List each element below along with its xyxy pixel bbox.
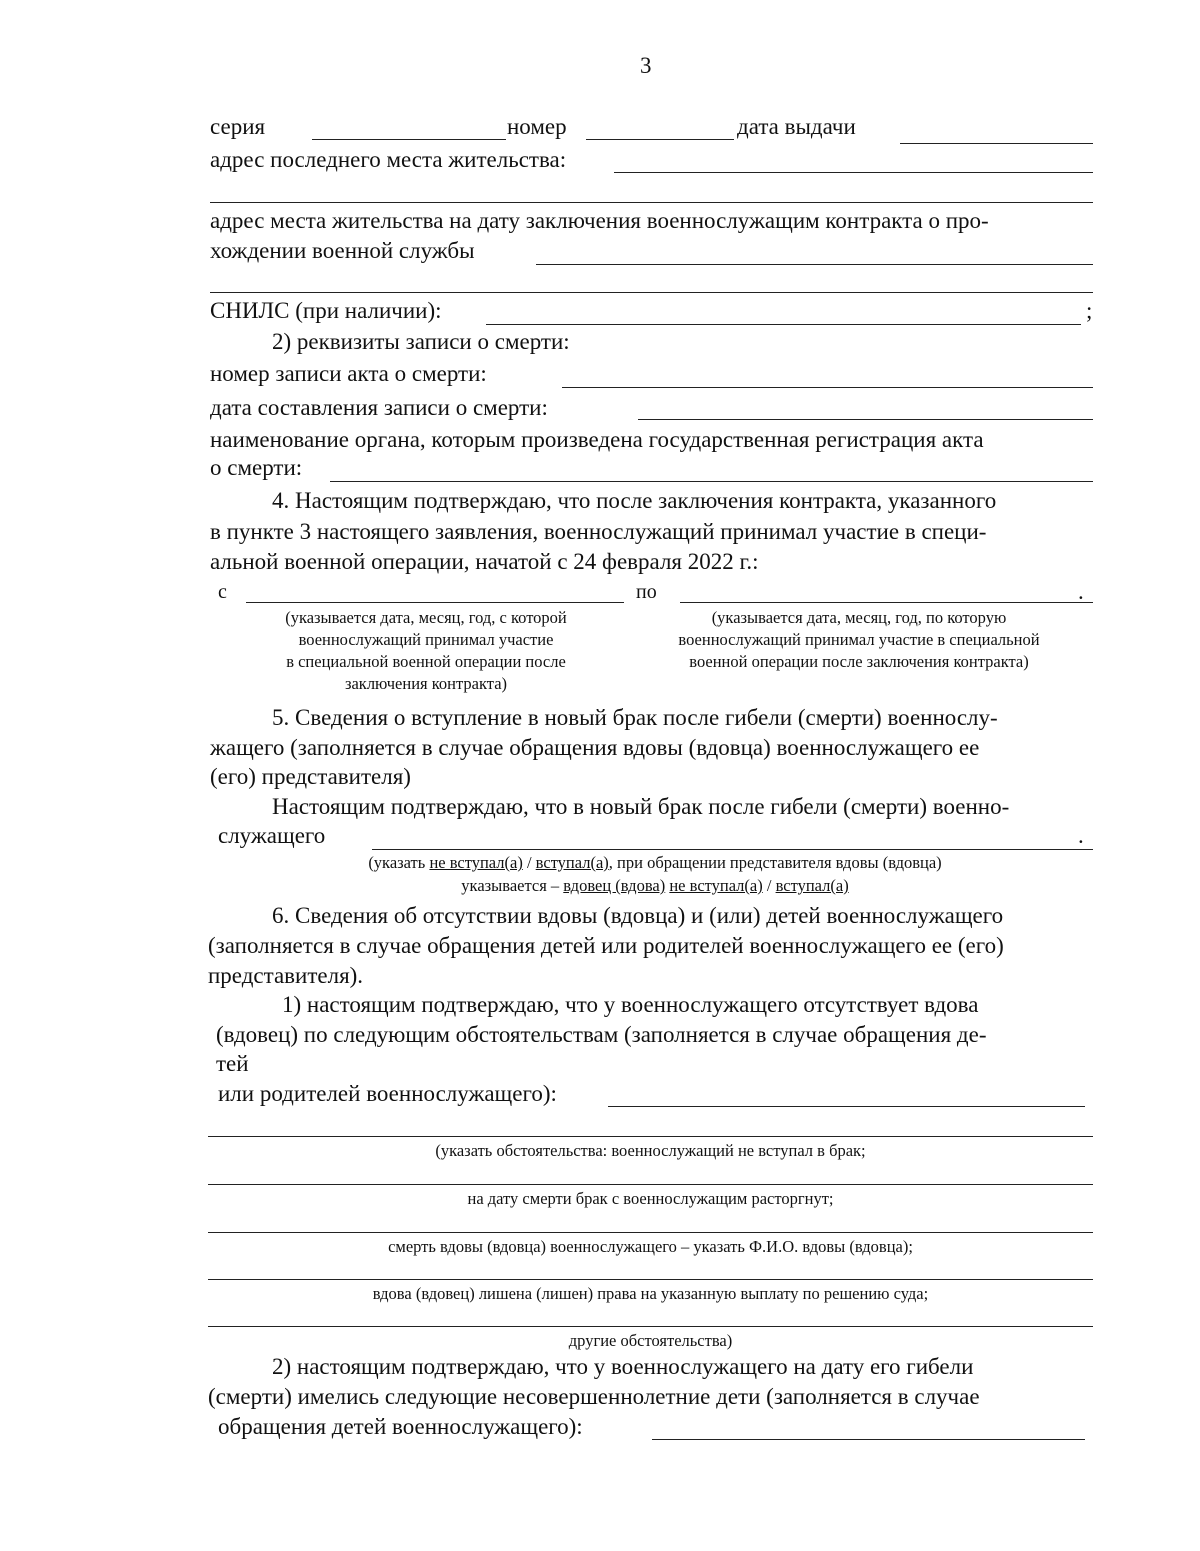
circumstances-hint-4: вдова (вдовец) лишена (лишен) права на указанную выплату по решению суда; bbox=[372, 1284, 929, 1303]
p6-1-line-3: тей bbox=[216, 1051, 249, 1076]
seria-field[interactable] bbox=[312, 139, 506, 140]
period-from-hint-line: военнослужащий принимал участие bbox=[298, 630, 554, 649]
p6-2-line-1: 2) настоящим подтверждаю, что у военнослужащего на дату его гибели bbox=[272, 1354, 974, 1379]
issue-date-field[interactable] bbox=[900, 143, 1093, 144]
p5b-line-2: служащего bbox=[218, 823, 326, 848]
p6-line-2: (заполняется в случае обращения детей или родителей военнослужащего ее (его) bbox=[208, 933, 1004, 958]
period-from-hint-line: в специальной военной операции после bbox=[286, 652, 566, 671]
period-from-hint-line: заключения контракта) bbox=[344, 674, 508, 693]
period-to-field[interactable] bbox=[680, 602, 1093, 603]
p6-2-line-3: обращения детей военнослужащего): bbox=[218, 1414, 583, 1439]
hint-text-underlined: вступал(а) bbox=[535, 853, 609, 872]
hint-text: / bbox=[522, 853, 536, 872]
p6-line-1: 6. Сведения об отсутствии вдовы (вдовца) и (или) детей военнослужащего bbox=[272, 903, 1004, 928]
period-from-field[interactable] bbox=[246, 602, 624, 603]
hint-text-underlined: не вступал(а) bbox=[669, 876, 763, 895]
last-address-label: адрес последнего места жительства: bbox=[210, 147, 567, 172]
p4-line-3: альной военной операции, начатой с 24 февраля 2022 г.: bbox=[210, 549, 759, 574]
circumstances-line-2[interactable] bbox=[208, 1184, 1093, 1185]
circumstances-hint-5: другие обстоятельства) bbox=[568, 1331, 733, 1350]
hint-text: , при обращении представителя вдовы (вдовца) bbox=[608, 853, 942, 872]
last-address-field-2[interactable] bbox=[210, 202, 1093, 203]
marriage-hint-2 bbox=[240, 875, 1070, 897]
snils-label: СНИЛС (при наличии): bbox=[210, 298, 442, 323]
snils-semicolon: ; bbox=[1086, 298, 1093, 323]
hint-text-underlined: не вступал(а) bbox=[429, 853, 523, 872]
death-record-date-field[interactable] bbox=[638, 419, 1093, 420]
circumstances-field[interactable] bbox=[608, 1106, 1085, 1107]
circumstances-line-3[interactable] bbox=[208, 1232, 1093, 1233]
p4-line-1: 4. Настоящим подтверждаю, что после заключения контракта, указанного bbox=[272, 488, 997, 513]
p5-line-1: 5. Сведения о вступление в новый брак после гибели (смерти) военнослу- bbox=[272, 705, 998, 730]
contract-address-field[interactable] bbox=[536, 264, 1093, 265]
period-from-label: с bbox=[218, 581, 227, 603]
period-to-label: по bbox=[636, 581, 657, 603]
death-record-date-label: дата составления записи о смерти: bbox=[210, 395, 548, 420]
p6-line-3: представителя). bbox=[208, 963, 364, 988]
period-to-hint bbox=[632, 607, 1086, 673]
marriage-hint-1 bbox=[240, 852, 1070, 874]
marriage-status-field[interactable] bbox=[372, 849, 1093, 850]
page-number: 3 bbox=[640, 53, 652, 78]
period-dot: . bbox=[1078, 579, 1084, 604]
p5b-line-1: Настоящим подтверждаю, что в новый брак после гибели (смерти) военно- bbox=[272, 794, 1010, 819]
circumstances-hint-2: на дату смерти брак с военнослужащим расторгнут; bbox=[467, 1189, 834, 1208]
contract-address-label: адрес места жительства на дату заключения военнослужащим контракта о про- bbox=[210, 208, 989, 233]
organ-label: наименование органа, которым произведена государственная регистрация акта bbox=[210, 427, 984, 452]
p6-1-line-2: (вдовец) по следующим обстоятельствам (заполняется в случае обращения де- bbox=[216, 1022, 987, 1047]
nomer-label: номер bbox=[507, 114, 567, 139]
hint-text-underlined: вступал(а) bbox=[775, 876, 849, 895]
p6-1-line-4: или родителей военнослужащего): bbox=[218, 1081, 557, 1106]
hint-text: (указать bbox=[368, 853, 430, 872]
death-record-number-label: номер записи акта о смерти: bbox=[210, 361, 487, 386]
period-from-hint-line: (указывается дата, месяц, год, с которой bbox=[285, 608, 567, 627]
circumstances-line-1[interactable] bbox=[208, 1136, 1093, 1137]
circumstances-line-5[interactable] bbox=[208, 1326, 1093, 1327]
p5-line-2: жащего (заполняется в случае обращения вдовы (вдовца) военнослужащего ее bbox=[210, 735, 980, 760]
hint-text-underlined: вдовец (вдова) bbox=[563, 876, 666, 895]
death-record-number-field[interactable] bbox=[562, 387, 1093, 388]
period-from-hint bbox=[226, 607, 626, 695]
hint-text: / bbox=[762, 876, 776, 895]
contract-address-label-2: хождении военной службы bbox=[210, 238, 475, 263]
organ-label-2: о смерти: bbox=[210, 455, 303, 480]
period-to-hint-line: (указывается дата, месяц, год, по которую bbox=[711, 608, 1007, 627]
nomer-field[interactable] bbox=[586, 139, 734, 140]
circumstances-hint-3: смерть вдовы (вдовца) военнослужащего – указать Ф.И.О. вдовы (вдовца); bbox=[388, 1237, 913, 1256]
death-record-title: 2) реквизиты записи о смерти: bbox=[272, 329, 570, 354]
children-field[interactable] bbox=[652, 1439, 1085, 1440]
circumstances-hint-1: (указать обстоятельства: военнослужащий не вступал в брак; bbox=[435, 1141, 866, 1160]
p4-line-2: в пункте 3 настоящего заявления, военнослужащий принимал участие в специ- bbox=[210, 519, 987, 544]
issue-date-label: дата выдачи bbox=[737, 114, 856, 139]
contract-address-field-2[interactable] bbox=[210, 292, 1093, 293]
circumstances-line-4[interactable] bbox=[208, 1279, 1093, 1280]
p5-line-3: (его) представителя) bbox=[210, 764, 411, 789]
p6-2-line-2: (смерти) имелись следующие несовершеннолетние дети (заполняется в случае bbox=[208, 1384, 980, 1409]
last-address-field[interactable] bbox=[614, 172, 1093, 173]
marriage-dot: . bbox=[1078, 823, 1084, 848]
period-to-hint-line: военной операции после заключения контракта) bbox=[689, 652, 1029, 671]
hint-text: указывается – bbox=[461, 876, 564, 895]
snils-field[interactable] bbox=[486, 324, 1081, 325]
seria-label: серия bbox=[210, 114, 266, 139]
period-to-hint-line: военнослужащий принимал участие в специальной bbox=[678, 630, 1040, 649]
p6-1-line-1: 1) настоящим подтверждаю, что у военнослужащего отсутствует вдова bbox=[282, 992, 979, 1017]
organ-field[interactable] bbox=[330, 481, 1093, 482]
